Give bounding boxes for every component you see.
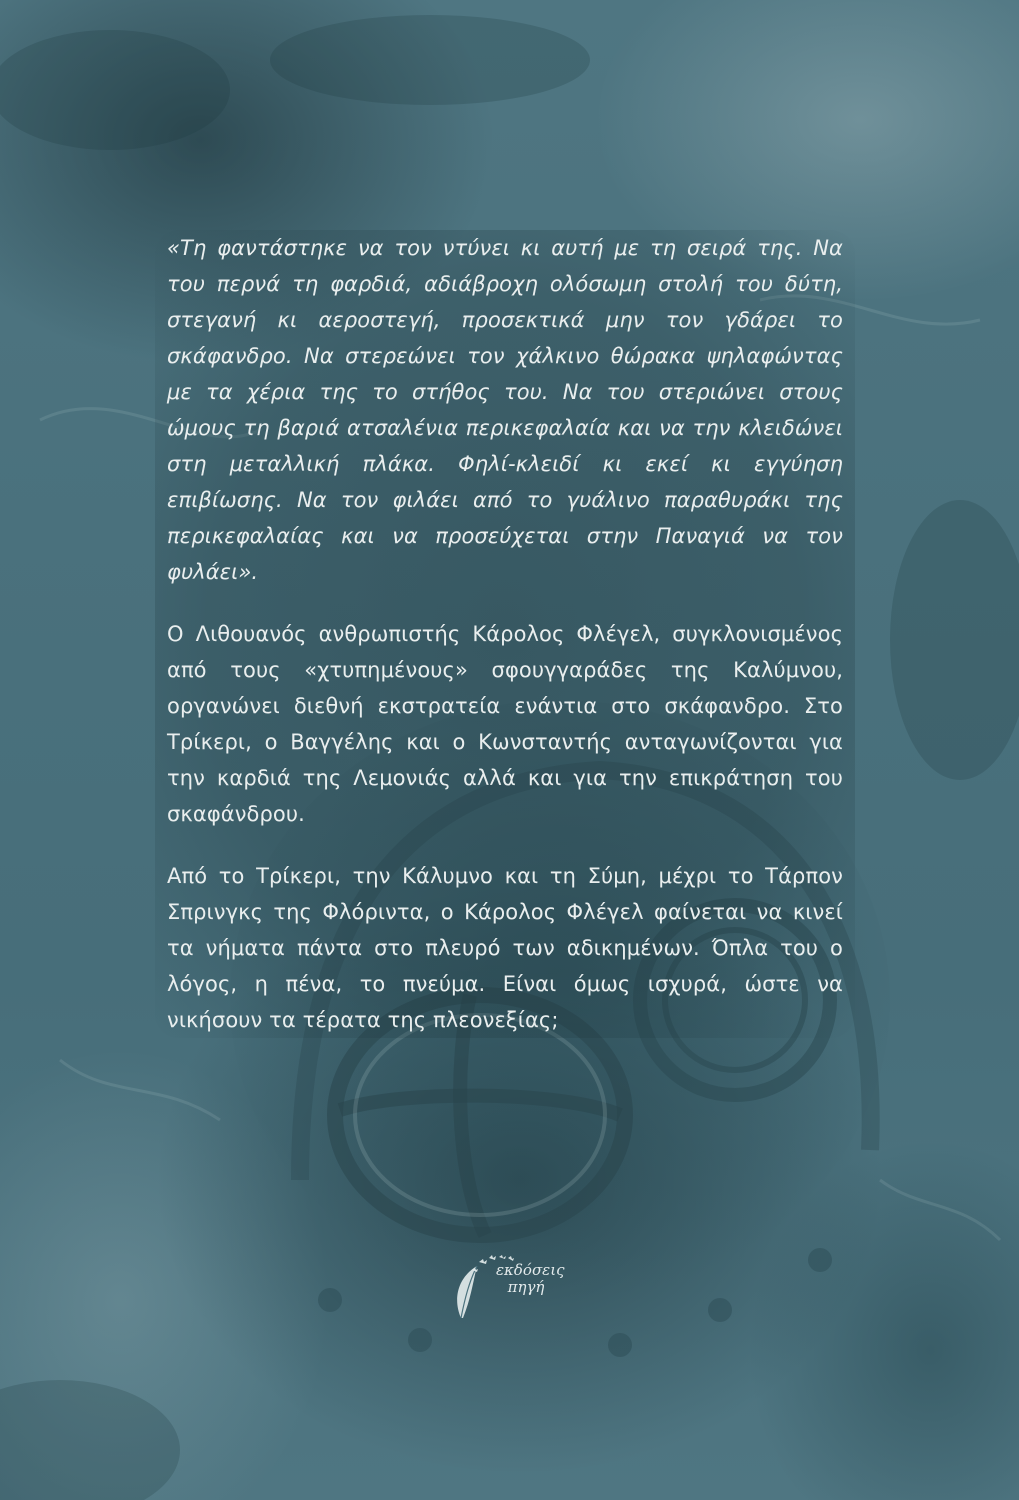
synopsis-paragraph-1: Ο Λιθουανός ανθρωπιστής Κάρολος Φλέγελ, συγκλονισμένος από τους «χτυπημένους» σφουγγαράδες της Καλύμνου, οργανώνει διεθνή εκστρατεία ενάντια στο σκάφανδρο. Στο Τρίκερι, ο Βαγγέλης και ο Κωνσταντής ανταγωνίζονται για την καρδιά της Λεμονιάς αλλά και για την επικράτηση του σκαφάνδρου. <box>167 622 843 826</box>
synopsis-paragraph-2: Από το Τρίκερι, την Κάλυμνο και τη Σύμη, μέχρι το Τάρπον Σπρινγκς της Φλόριντα, ο Κάρολος Φλέγελ φαίνεται να κινεί τα νήματα πάντα στο πλευρό των αδικημένων. Όπλα του ο λόγος, η πένα, το πνεύμα. Είναι όμως ισχυρά, ώστε να νικήσουν τα τέρατα της πλεονεξίας; <box>167 864 843 1032</box>
publisher-line-2: πηγή <box>507 1278 545 1296</box>
publisher-line-1: εκδόσεις <box>496 1261 565 1279</box>
back-cover-text <box>155 230 855 1038</box>
excerpt-quote: «Τη φαντάστηκε να τον ντύνει κι αυτή με τη σειρά της. Να του περνά τη φαρδιά, αδιάβροχη ολόσωμη στολή του δύτη, στεγανή κι αεροστεγή, προσεκτικά μην τον γδάρει το σκάφανδρο. Να στερεώνει τον χάλκινο θώρακα ψηλαφώντας με τα χέρια της το στήθος του. Να του στεριώνει στους ώμους τη βαριά ατσαλένια περικεφαλαία και να την κλειδώνει στη μεταλλική πλάκα. Φηλί-κλειδί κι εκεί κι εγγύηση επιβίωσης. Να τον φιλάει από το γυάλινο παραθυράκι της περικεφαλαίας και να προσεύχεται στην Παναγιά να τον φυλάει». <box>167 236 843 584</box>
publisher-name <box>496 1261 565 1296</box>
